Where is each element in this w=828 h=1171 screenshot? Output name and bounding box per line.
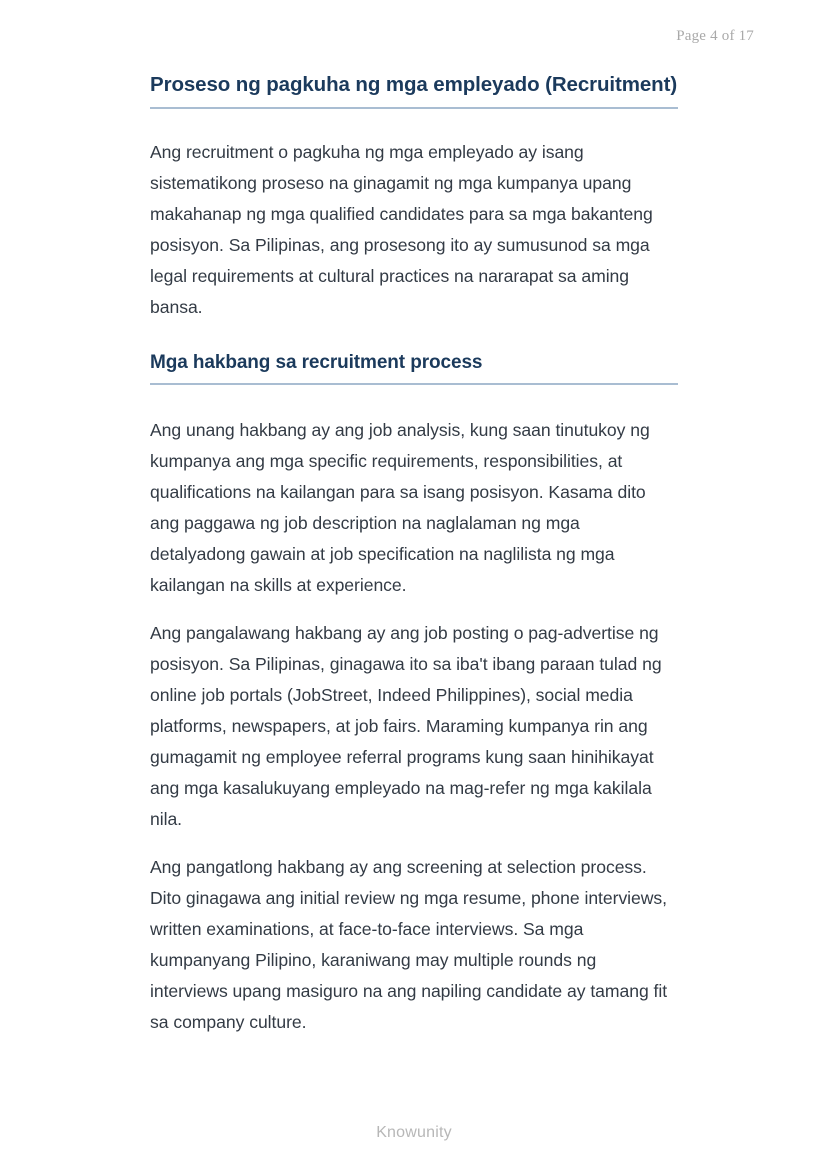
section-2-paragraph-1: Ang unang hakbang ay ang job analysis, kung saan tinutukoy ng kumpanya ang mga specific requirements, responsibilities, at qualifications na kailangan para sa isang posisyon. Kasama dito ang paggawa ng job description na naglalaman ng mga detalyadong gawain at job specification na naglilista ng mga kailangan na skills at experience. — [150, 420, 650, 596]
section-1-heading: Proseso ng pagkuha ng mga empleyado (Recruitment) — [150, 72, 678, 109]
spacer — [150, 601, 678, 618]
section-2-paragraph-2: Ang pangalawang hakbang ay ang job posting o pag-advertise ng posisyon. Sa Pilipinas, ginagawa ito sa iba't ibang paraan tulad ng online job portals (JobStreet, Indeed Philippines), social media platforms, newspapers, at job fairs. Maraming kumpanya rin ang gumagamit ng employee referral programs kung saan hinihikayat ang mga kasalukuyang empleyado na mag-refer ng mga kakilala nila. — [150, 623, 662, 830]
spacer — [150, 323, 678, 351]
section-2-paragraph-3: Ang pangatlong hakbang ay ang screening at selection process. Dito ginagawa ang initial review ng mga resume, phone interviews, written examinations, at face-to-face interviews. Sa mga kumpanyang Pilipino, karaniwang may multiple rounds ng interviews upang masiguro na ang napiling candidate ay tamang fit sa company culture. — [150, 857, 668, 1033]
footer-watermark: Knowunity — [376, 1124, 452, 1141]
spacer — [150, 835, 678, 852]
section-1-paragraph-1: Ang recruitment o pagkuha ng mga empleyado ay isang sistematikong proseso na ginagamit ng mga kumpanya upang makahanap ng mga qualified candidates para sa mga bakanteng posisyon. Sa Pilipinas, ang prosesong ito ay sumusunod sa mga legal requirements at cultural practices na nararapat sa aming bansa. — [150, 141, 653, 317]
section-1-heading-block — [150, 72, 678, 109]
page-indicator: Page 4 of 17 — [676, 28, 754, 44]
spacer — [150, 109, 678, 137]
section-2-heading-block — [150, 351, 678, 386]
section-2-heading: Mga hakbang sa recruitment process — [150, 351, 678, 386]
spacer — [150, 385, 678, 415]
document-content — [150, 72, 678, 1038]
